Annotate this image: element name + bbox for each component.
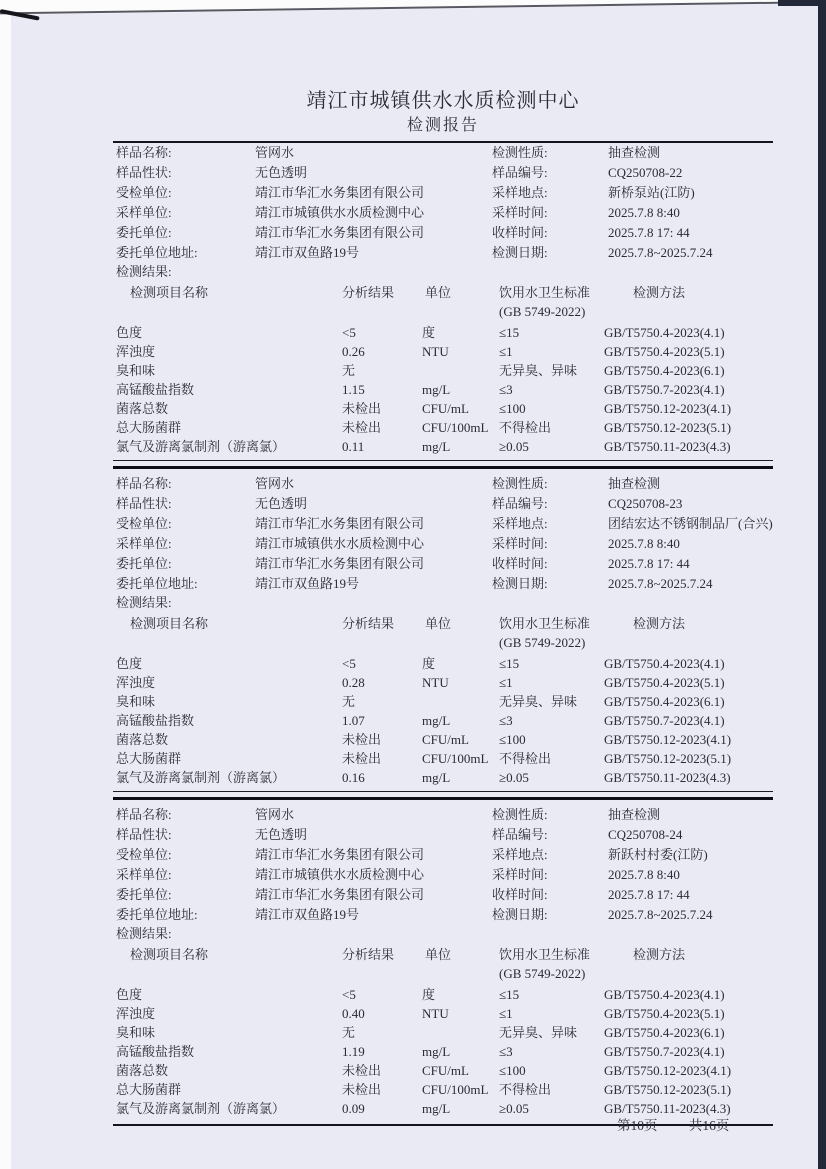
info-value: 靖江市华汇水务集团有限公司 (255, 556, 425, 571)
report-section (113, 474, 773, 800)
info-label: 采样地点: (492, 516, 548, 531)
info-value: 无色透明 (255, 165, 308, 180)
info-value: 靖江市城镇供水水质检测中心 (255, 536, 425, 551)
standard-header-line1: 饮用水卫生标准 (499, 285, 591, 300)
info-label: 样品名称: (116, 476, 172, 491)
result-cell-standard: ≥0.05 (499, 770, 529, 785)
result-cell-unit: 度 (422, 987, 436, 1002)
info-label: 采样单位: (116, 205, 172, 220)
result-cell-standard: 不得检出 (499, 1082, 552, 1097)
info-label: 委托单位地址: (116, 907, 198, 922)
info-value: 靖江市华汇水务集团有限公司 (255, 225, 425, 240)
report-subtitle: 检测报告 (406, 117, 479, 134)
info-value: 2025.7.8 17: 44 (608, 887, 690, 902)
result-cell-method: GB/T5750.12-2023(5.1) (604, 1082, 732, 1097)
result-row (113, 437, 773, 456)
result-cell-standard: ≥0.05 (499, 439, 529, 454)
sample-info-row (113, 825, 773, 845)
info-label: 样品性状: (116, 165, 172, 180)
result-row (113, 711, 773, 730)
info-label: 委托单位地址: (116, 245, 198, 260)
result-cell-result: 1.19 (342, 1044, 365, 1059)
info-value: 抽查检测 (608, 807, 661, 822)
result-cell-standard: 不得检出 (499, 751, 552, 766)
result-cell-unit: mg/L (422, 1101, 451, 1116)
sample-info-row (113, 514, 773, 534)
info-value: 靖江市城镇供水水质检测中心 (255, 867, 425, 882)
scanner-background-left (0, 10, 11, 1169)
info-value: CQ250708-24 (608, 827, 683, 842)
page-number: 第10页 (617, 1118, 658, 1133)
result-cell-method: GB/T5750.4-2023(6.1) (604, 694, 725, 709)
info-label: 样品名称: (116, 145, 172, 160)
info-label: 检测日期: (492, 907, 548, 922)
result-cell-item: 总大肠菌群 (116, 751, 182, 766)
info-value: 靖江市华汇水务集团有限公司 (255, 887, 425, 902)
result-cell-item: 氯气及游离氯制剂（游离氯） (116, 439, 286, 454)
info-label: 检测日期: (492, 245, 548, 260)
section-separator-thick (113, 466, 773, 469)
result-row (113, 1061, 773, 1080)
result-cell-method: GB/T5750.12-2023(5.1) (604, 420, 732, 435)
info-value: 抽查检测 (608, 145, 661, 160)
results-table-header (113, 283, 773, 323)
result-row (113, 399, 773, 418)
result-cell-item: 高锰酸盐指数 (116, 713, 195, 728)
info-label: 收样时间: (492, 225, 548, 240)
sample-info-block (113, 474, 773, 594)
result-cell-unit: NTU (422, 344, 449, 359)
info-value: 新跃村村委(江防) (608, 847, 708, 862)
result-cell-unit: CFU/100mL (422, 751, 489, 766)
result-cell-unit: CFU/mL (422, 401, 469, 416)
result-cell-result: 1.15 (342, 382, 365, 397)
info-value: 2025.7.8 17: 44 (608, 225, 690, 240)
info-value: 新桥泵站(江防) (608, 185, 695, 200)
result-cell-unit: NTU (422, 1006, 449, 1021)
info-value: 2025.7.8 8:40 (608, 536, 680, 551)
info-label: 样品编号: (492, 827, 548, 842)
result-cell-method: GB/T5750.7-2023(4.1) (604, 1044, 725, 1059)
result-cell-result: 0.16 (342, 770, 365, 785)
result-row (113, 692, 773, 711)
info-value: CQ250708-23 (608, 496, 683, 511)
result-cell-standard: 无异臭、异味 (499, 1025, 578, 1040)
result-cell-method: GB/T5750.4-2023(6.1) (604, 363, 725, 378)
result-cell-method: GB/T5750.4-2023(5.1) (604, 675, 725, 690)
info-value: 2025.7.8~2025.7.24 (608, 245, 713, 260)
info-value: 抽查检测 (608, 476, 661, 491)
result-cell-standard: ≤15 (499, 325, 520, 340)
info-label: 委托单位: (116, 556, 172, 571)
result-cell-result: 未检出 (342, 401, 382, 416)
result-cell-unit (422, 692, 499, 711)
sample-info-row (113, 845, 773, 865)
report-section (113, 805, 773, 1126)
result-row (113, 654, 773, 673)
result-cell-item: 臭和味 (116, 363, 156, 378)
info-value: 2025.7.8~2025.7.24 (608, 907, 713, 922)
info-value: 靖江市双鱼路19号 (255, 907, 360, 922)
info-value: 靖江市双鱼路19号 (255, 245, 360, 260)
info-label: 样品性状: (116, 827, 172, 842)
result-cell-unit: CFU/mL (422, 732, 469, 747)
result-cell-unit: mg/L (422, 770, 451, 785)
info-label: 采样单位: (116, 536, 172, 551)
column-header-item: 检测项目名称 (130, 285, 209, 300)
info-label: 受检单位: (116, 847, 172, 862)
info-label: 采样时间: (492, 536, 548, 551)
result-cell-unit (422, 1023, 499, 1042)
info-label: 检测性质: (492, 807, 548, 822)
result-row (113, 985, 773, 1004)
result-row (113, 1080, 773, 1099)
result-cell-unit: NTU (422, 675, 449, 690)
info-value: 靖江市华汇水务集团有限公司 (255, 847, 425, 862)
result-cell-standard: ≥0.05 (499, 1101, 529, 1116)
scanner-shadow-right (818, 0, 826, 1169)
result-cell-unit: CFU/100mL (422, 1082, 489, 1097)
standard-header-line1: 饮用水卫生标准 (499, 616, 591, 631)
result-cell-result: 无 (342, 694, 356, 709)
result-row (113, 673, 773, 692)
result-cell-item: 高锰酸盐指数 (116, 382, 195, 397)
section-separator-thin (113, 460, 773, 461)
info-label: 检测性质: (492, 476, 548, 491)
info-value: 靖江市双鱼路19号 (255, 576, 360, 591)
sample-info-row (113, 574, 773, 594)
results-table-header (113, 614, 773, 654)
info-label: 样品名称: (116, 807, 172, 822)
result-cell-result: 0.11 (342, 439, 365, 454)
result-cell-method: GB/T5750.7-2023(4.1) (604, 713, 725, 728)
result-cell-result: <5 (342, 325, 356, 340)
column-header-item: 检测项目名称 (130, 616, 209, 631)
result-cell-method: GB/T5750.12-2023(4.1) (604, 401, 732, 416)
info-label: 受检单位: (116, 185, 172, 200)
result-row (113, 730, 773, 749)
result-cell-result: 1.07 (342, 713, 365, 728)
results-table-header (113, 945, 773, 985)
info-value: 2025.7.8 17: 44 (608, 556, 690, 571)
result-cell-unit: mg/L (422, 713, 451, 728)
sample-info-row (113, 243, 773, 263)
section-separator-thin (113, 791, 773, 792)
results-heading: 检测结果: (116, 264, 172, 279)
sample-info-block (113, 143, 773, 263)
result-cell-item: 色度 (116, 325, 143, 340)
result-row (113, 768, 773, 787)
result-cell-result: 未检出 (342, 1063, 382, 1078)
column-header-standard (499, 945, 604, 985)
result-row (113, 749, 773, 768)
column-header-result: 分析结果 (342, 947, 395, 962)
result-cell-unit (422, 361, 499, 380)
section-separator-thick (113, 797, 773, 800)
sample-info-row (113, 223, 773, 243)
sample-info-block (113, 805, 773, 925)
result-cell-method: GB/T5750.11-2023(4.3) (604, 439, 731, 454)
info-label: 采样时间: (492, 205, 548, 220)
result-cell-item: 臭和味 (116, 694, 156, 709)
sample-info-row (113, 885, 773, 905)
result-cell-item: 高锰酸盐指数 (116, 1044, 195, 1059)
info-value: 管网水 (255, 145, 295, 160)
result-row (113, 1042, 773, 1061)
result-cell-standard: ≤3 (499, 1044, 513, 1059)
result-cell-method: GB/T5750.11-2023(4.3) (604, 770, 731, 785)
info-value: 无色透明 (255, 827, 308, 842)
info-label: 收样时间: (492, 556, 548, 571)
result-cell-unit: mg/L (422, 1044, 451, 1059)
info-value: 2025.7.8~2025.7.24 (608, 576, 713, 591)
info-label: 采样地点: (492, 185, 548, 200)
info-label: 收样时间: (492, 887, 548, 902)
info-value: 无色透明 (255, 496, 308, 511)
result-cell-unit: CFU/100mL (422, 420, 489, 435)
result-cell-item: 氯气及游离氯制剂（游离氯） (116, 770, 286, 785)
sample-info-row (113, 474, 773, 494)
column-header-method: 检测方法 (633, 947, 686, 962)
result-cell-result: 0.28 (342, 675, 365, 690)
result-cell-unit: mg/L (422, 439, 451, 454)
result-cell-result: 未检出 (342, 1082, 382, 1097)
result-cell-item: 菌落总数 (116, 401, 169, 416)
result-row (113, 380, 773, 399)
info-value: 团结宏达不锈钢制品厂(合兴) (608, 516, 773, 531)
results-heading: 检测结果: (116, 926, 172, 941)
result-cell-method: GB/T5750.11-2023(4.3) (604, 1101, 731, 1116)
page-footer (617, 1114, 757, 1134)
result-row (113, 342, 773, 361)
info-label: 受检单位: (116, 516, 172, 531)
result-cell-method: GB/T5750.12-2023(5.1) (604, 751, 732, 766)
sample-info-row (113, 805, 773, 825)
result-row (113, 1004, 773, 1023)
result-cell-result: <5 (342, 656, 356, 671)
standard-header-line2: (GB 5749-2022) (499, 304, 586, 319)
info-value: 靖江市城镇供水水质检测中心 (255, 205, 425, 220)
result-cell-method: GB/T5750.12-2023(4.1) (604, 1063, 732, 1078)
result-cell-standard: ≤100 (499, 732, 526, 747)
result-cell-result: 未检出 (342, 732, 382, 747)
column-header-item: 检测项目名称 (130, 947, 209, 962)
result-cell-item: 菌落总数 (116, 1063, 169, 1078)
result-cell-item: 总大肠菌群 (116, 420, 182, 435)
standard-header-line2: (GB 5749-2022) (499, 635, 586, 650)
sample-info-row (113, 183, 773, 203)
sample-info-row (113, 494, 773, 514)
result-cell-item: 臭和味 (116, 1025, 156, 1040)
result-cell-method: GB/T5750.7-2023(4.1) (604, 382, 725, 397)
info-value: 靖江市华汇水务集团有限公司 (255, 516, 425, 531)
result-cell-item: 浑浊度 (116, 1006, 156, 1021)
results-heading: 检测结果: (116, 595, 172, 610)
result-cell-standard: ≤15 (499, 987, 520, 1002)
sample-info-row (113, 534, 773, 554)
info-label: 采样地点: (492, 847, 548, 862)
result-cell-result: 未检出 (342, 751, 382, 766)
column-header-result: 分析结果 (342, 616, 395, 631)
info-value: 2025.7.8 8:40 (608, 205, 680, 220)
result-cell-unit: CFU/mL (422, 1063, 469, 1078)
info-label: 委托单位: (116, 887, 172, 902)
result-cell-standard: ≤1 (499, 344, 513, 359)
column-header-method: 检测方法 (633, 285, 686, 300)
column-header-standard (499, 283, 604, 323)
column-header-unit: 单位 (425, 616, 452, 631)
result-cell-standard: ≤100 (499, 401, 526, 416)
sample-info-row (113, 865, 773, 885)
info-value: 管网水 (255, 476, 295, 491)
result-row (113, 1023, 773, 1042)
info-label: 采样单位: (116, 867, 172, 882)
result-cell-method: GB/T5750.4-2023(4.1) (604, 987, 725, 1002)
result-cell-item: 色度 (116, 987, 143, 1002)
info-label: 委托单位地址: (116, 576, 198, 591)
info-label: 样品性状: (116, 496, 172, 511)
info-label: 检测日期: (492, 576, 548, 591)
result-cell-result: <5 (342, 987, 356, 1002)
column-header-unit: 单位 (425, 285, 452, 300)
result-cell-result: 无 (342, 1025, 356, 1040)
info-label: 检测性质: (492, 145, 548, 160)
sample-info-row (113, 163, 773, 183)
result-row (113, 418, 773, 437)
page-total: 共16页 (688, 1118, 730, 1133)
result-cell-item: 氯气及游离氯制剂（游离氯） (116, 1101, 286, 1116)
result-cell-method: GB/T5750.12-2023(4.1) (604, 732, 732, 747)
info-label: 样品编号: (492, 496, 548, 511)
sections (113, 143, 773, 1126)
result-cell-standard: ≤1 (499, 1006, 513, 1021)
result-cell-result: 无 (342, 363, 356, 378)
sample-info-row (113, 554, 773, 574)
result-cell-method: GB/T5750.4-2023(5.1) (604, 344, 725, 359)
sample-info-row (113, 203, 773, 223)
column-header-method: 检测方法 (633, 616, 686, 631)
info-value: CQ250708-22 (608, 165, 683, 180)
result-cell-standard: 无异臭、异味 (499, 694, 578, 709)
result-cell-unit: 度 (422, 656, 436, 671)
info-value: 管网水 (255, 807, 295, 822)
result-cell-item: 总大肠菌群 (116, 1082, 182, 1097)
result-cell-method: GB/T5750.4-2023(4.1) (604, 656, 725, 671)
column-header-standard (499, 614, 604, 654)
report-sheet (113, 88, 773, 1126)
info-label: 采样时间: (492, 867, 548, 882)
result-cell-result: 0.40 (342, 1006, 365, 1021)
result-cell-unit: mg/L (422, 382, 451, 397)
result-cell-standard: ≤3 (499, 382, 513, 397)
result-cell-item: 色度 (116, 656, 143, 671)
sample-info-row (113, 143, 773, 163)
result-cell-item: 浑浊度 (116, 344, 156, 359)
column-header-unit: 单位 (425, 947, 452, 962)
info-label: 样品编号: (492, 165, 548, 180)
standard-header-line2: (GB 5749-2022) (499, 966, 586, 981)
result-cell-method: GB/T5750.4-2023(4.1) (604, 325, 725, 340)
result-cell-standard: ≤100 (499, 1063, 526, 1078)
result-cell-standard: 不得检出 (499, 420, 552, 435)
result-cell-standard: ≤15 (499, 656, 520, 671)
result-cell-method: GB/T5750.4-2023(6.1) (604, 1025, 725, 1040)
result-cell-method: GB/T5750.4-2023(5.1) (604, 1006, 725, 1021)
report-title: 靖江市城镇供水水质检测中心 (306, 90, 580, 112)
result-cell-item: 菌落总数 (116, 732, 169, 747)
result-row (113, 361, 773, 380)
result-cell-result: 未检出 (342, 420, 382, 435)
result-cell-unit: 度 (422, 325, 436, 340)
result-row (113, 323, 773, 342)
result-cell-result: 0.26 (342, 344, 365, 359)
info-label: 委托单位: (116, 225, 172, 240)
info-value: 靖江市华汇水务集团有限公司 (255, 185, 425, 200)
result-cell-standard: ≤3 (499, 713, 513, 728)
column-header-result: 分析结果 (342, 285, 395, 300)
result-cell-standard: ≤1 (499, 675, 513, 690)
result-cell-standard: 无异臭、异味 (499, 363, 578, 378)
result-cell-item: 浑浊度 (116, 675, 156, 690)
standard-header-line1: 饮用水卫生标准 (499, 947, 591, 962)
result-cell-result: 0.09 (342, 1101, 365, 1116)
info-value: 2025.7.8 8:40 (608, 867, 680, 882)
report-section (113, 143, 773, 469)
sample-info-row (113, 905, 773, 925)
